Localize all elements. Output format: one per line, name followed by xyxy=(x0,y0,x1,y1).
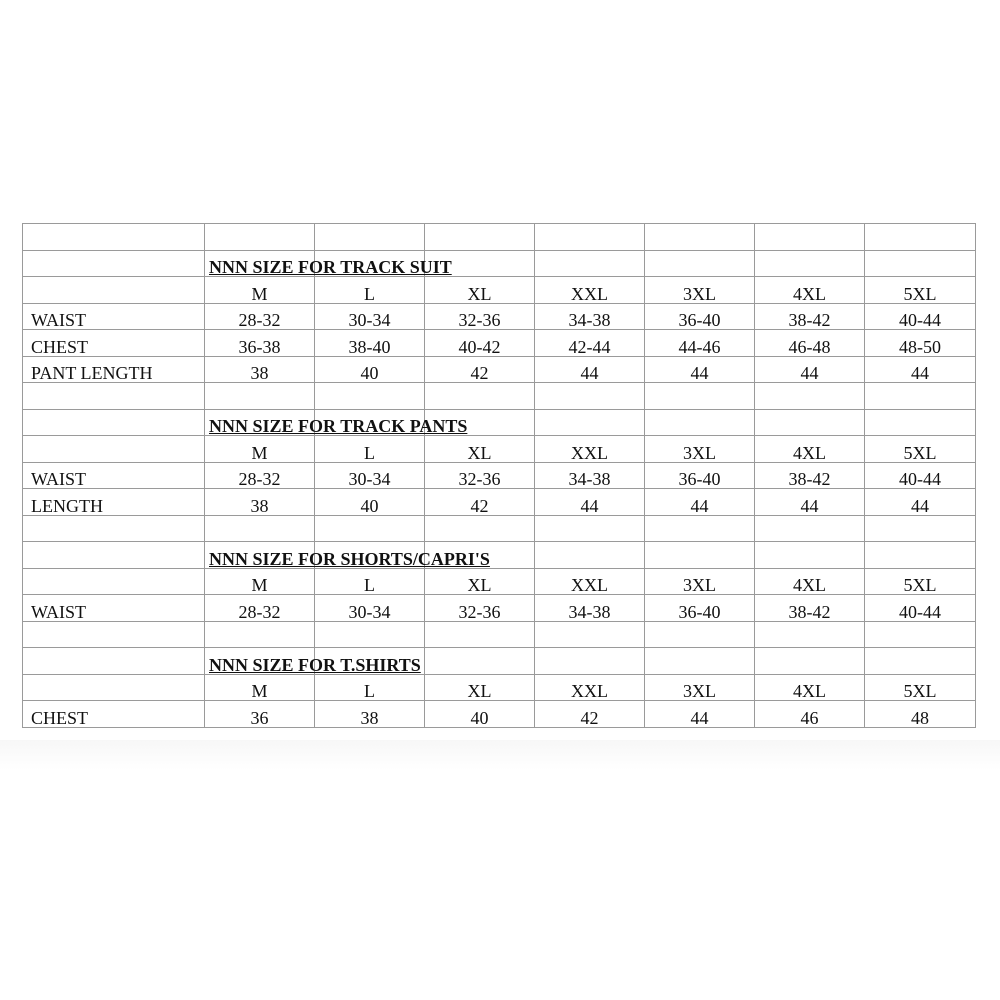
measurement-value: 40 xyxy=(425,701,535,728)
size-header-cell: M xyxy=(205,674,315,701)
empty-cell xyxy=(535,409,645,436)
empty-cell xyxy=(23,674,205,701)
spacer-row xyxy=(23,224,976,251)
measurement-value: 30-34 xyxy=(315,462,425,489)
empty-cell xyxy=(23,250,205,277)
measurement-value: 44 xyxy=(645,356,755,383)
measurement-value: 44 xyxy=(755,489,865,516)
empty-cell xyxy=(755,515,865,542)
size-header-cell: 4XL xyxy=(755,277,865,304)
empty-cell xyxy=(23,648,205,675)
empty-cell xyxy=(755,542,865,569)
size-header-cell: XXL xyxy=(535,277,645,304)
size-header-cell: 5XL xyxy=(865,436,976,463)
empty-cell xyxy=(865,621,976,648)
empty-cell xyxy=(23,383,205,410)
measurement-value: 44 xyxy=(755,356,865,383)
measurement-value: 36-40 xyxy=(645,595,755,622)
empty-cell xyxy=(865,648,976,675)
measurement-value: 28-32 xyxy=(205,462,315,489)
empty-cell xyxy=(535,250,645,277)
measurement-value: 38-40 xyxy=(315,330,425,357)
empty-cell xyxy=(865,409,976,436)
measurement-value: 40-44 xyxy=(865,303,976,330)
empty-cell xyxy=(645,515,755,542)
size-header-cell: 5XL xyxy=(865,277,976,304)
empty-cell xyxy=(865,515,976,542)
measurement-value: 46 xyxy=(755,701,865,728)
section-title-row xyxy=(23,250,976,277)
measurement-row xyxy=(23,330,976,357)
empty-cell xyxy=(755,383,865,410)
spacer-row xyxy=(23,621,976,648)
empty-cell xyxy=(23,515,205,542)
measurement-row xyxy=(23,595,976,622)
empty-cell xyxy=(205,515,315,542)
size-header-cell: XL xyxy=(425,277,535,304)
size-header-cell: XL xyxy=(425,436,535,463)
measurement-row xyxy=(23,356,976,383)
measurement-value: 40 xyxy=(315,489,425,516)
spacer-row xyxy=(23,515,976,542)
empty-cell xyxy=(645,224,755,251)
measurement-value: 42 xyxy=(425,356,535,383)
empty-cell xyxy=(23,436,205,463)
empty-cell xyxy=(865,542,976,569)
measurement-value: 38-42 xyxy=(755,303,865,330)
size-header-cell: 5XL xyxy=(865,674,976,701)
section-title: NNN SIZE FOR TRACK SUIT xyxy=(209,257,452,277)
empty-cell xyxy=(755,409,865,436)
measurement-value: 40-42 xyxy=(425,330,535,357)
size-header-cell: 4XL xyxy=(755,674,865,701)
measurement-value: 48-50 xyxy=(865,330,976,357)
measurement-value: 44-46 xyxy=(645,330,755,357)
measurement-value: 30-34 xyxy=(315,595,425,622)
measurement-value: 34-38 xyxy=(535,595,645,622)
section-title-cell xyxy=(205,648,421,675)
measurement-value: 38 xyxy=(205,356,315,383)
empty-cell xyxy=(645,542,755,569)
empty-cell xyxy=(645,621,755,648)
size-header-cell: 4XL xyxy=(755,568,865,595)
measurement-label: WAIST xyxy=(23,595,205,622)
empty-cell xyxy=(425,621,535,648)
empty-cell xyxy=(23,542,205,569)
empty-cell xyxy=(645,383,755,410)
measurement-label: PANT LENGTH xyxy=(23,356,205,383)
size-header-row xyxy=(23,674,976,701)
section-title: NNN SIZE FOR T.SHIRTS xyxy=(209,654,421,675)
measurement-label: WAIST xyxy=(23,462,205,489)
size-header-cell: 3XL xyxy=(645,568,755,595)
size-header-cell: 3XL xyxy=(645,674,755,701)
measurement-value: 32-36 xyxy=(425,595,535,622)
empty-cell xyxy=(755,224,865,251)
size-header-cell: M xyxy=(205,277,315,304)
measurement-label: WAIST xyxy=(23,303,205,330)
measurement-value: 40-44 xyxy=(865,462,976,489)
size-chart-body xyxy=(23,224,976,728)
empty-cell xyxy=(535,383,645,410)
empty-cell xyxy=(23,224,205,251)
measurement-label: CHEST xyxy=(23,330,205,357)
empty-cell xyxy=(865,250,976,277)
table-shadow xyxy=(0,740,1000,770)
measurement-value: 36-38 xyxy=(205,330,315,357)
section-title-row xyxy=(23,648,976,675)
empty-cell xyxy=(23,568,205,595)
empty-cell xyxy=(425,224,535,251)
measurement-value: 44 xyxy=(535,356,645,383)
size-header-cell: L xyxy=(315,436,425,463)
section-title-cell xyxy=(205,542,490,569)
size-header-row xyxy=(23,568,976,595)
empty-cell xyxy=(205,383,315,410)
measurement-row xyxy=(23,489,976,516)
measurement-value: 42 xyxy=(535,701,645,728)
measurement-value: 38-42 xyxy=(755,462,865,489)
empty-cell xyxy=(315,224,425,251)
empty-cell xyxy=(23,409,205,436)
measurement-label: CHEST xyxy=(23,701,205,728)
size-header-row xyxy=(23,277,976,304)
measurement-value: 28-32 xyxy=(205,303,315,330)
empty-cell xyxy=(535,224,645,251)
size-header-cell: 4XL xyxy=(755,436,865,463)
measurement-value: 30-34 xyxy=(315,303,425,330)
empty-cell xyxy=(755,250,865,277)
size-header-cell: XXL xyxy=(535,436,645,463)
measurement-value: 36-40 xyxy=(645,303,755,330)
empty-cell xyxy=(755,648,865,675)
empty-cell xyxy=(755,621,865,648)
measurement-value: 48 xyxy=(865,701,976,728)
measurement-value: 44 xyxy=(645,489,755,516)
measurement-value: 46-48 xyxy=(755,330,865,357)
section-title-cell xyxy=(205,250,452,277)
size-header-row xyxy=(23,436,976,463)
measurement-value: 38 xyxy=(315,701,425,728)
empty-cell xyxy=(865,224,976,251)
size-header-cell: L xyxy=(315,277,425,304)
empty-cell xyxy=(425,648,535,675)
measurement-value: 44 xyxy=(645,701,755,728)
section-title-row xyxy=(23,409,976,436)
size-header-cell: 3XL xyxy=(645,277,755,304)
measurement-value: 34-38 xyxy=(535,462,645,489)
size-header-cell: XXL xyxy=(535,568,645,595)
measurement-value: 28-32 xyxy=(205,595,315,622)
measurement-value: 36 xyxy=(205,701,315,728)
empty-cell xyxy=(205,621,315,648)
empty-cell xyxy=(315,621,425,648)
measurement-value: 44 xyxy=(865,489,976,516)
empty-cell xyxy=(535,542,645,569)
measurement-value: 38 xyxy=(205,489,315,516)
empty-cell xyxy=(205,224,315,251)
measurement-value: 32-36 xyxy=(425,303,535,330)
size-header-cell: XXL xyxy=(535,674,645,701)
measurement-value: 42 xyxy=(425,489,535,516)
size-header-cell: M xyxy=(205,568,315,595)
measurement-value: 34-38 xyxy=(535,303,645,330)
section-title: NNN SIZE FOR SHORTS/CAPRI'S xyxy=(209,548,490,569)
empty-cell xyxy=(535,515,645,542)
section-title-cell xyxy=(205,409,468,436)
measurement-value: 40 xyxy=(315,356,425,383)
size-header-cell: M xyxy=(205,436,315,463)
empty-cell xyxy=(425,515,535,542)
empty-cell xyxy=(315,515,425,542)
size-header-cell: 5XL xyxy=(865,568,976,595)
empty-cell xyxy=(645,250,755,277)
size-header-cell: L xyxy=(315,674,425,701)
size-header-cell: 3XL xyxy=(645,436,755,463)
empty-cell xyxy=(425,383,535,410)
measurement-value: 36-40 xyxy=(645,462,755,489)
empty-cell xyxy=(535,648,645,675)
measurement-value: 40-44 xyxy=(865,595,976,622)
empty-cell xyxy=(23,277,205,304)
empty-cell xyxy=(535,621,645,648)
size-header-cell: L xyxy=(315,568,425,595)
measurement-value: 44 xyxy=(865,356,976,383)
section-title: NNN SIZE FOR TRACK PANTS xyxy=(209,416,468,436)
empty-cell xyxy=(645,648,755,675)
section-title-row xyxy=(23,542,976,569)
measurement-value: 42-44 xyxy=(535,330,645,357)
empty-cell xyxy=(865,383,976,410)
empty-cell xyxy=(315,383,425,410)
measurement-value: 38-42 xyxy=(755,595,865,622)
measurement-value: 44 xyxy=(535,489,645,516)
measurement-label: LENGTH xyxy=(23,489,205,516)
size-header-cell: XL xyxy=(425,674,535,701)
measurement-value: 32-36 xyxy=(425,462,535,489)
empty-cell xyxy=(645,409,755,436)
empty-cell xyxy=(23,621,205,648)
size-header-cell: XL xyxy=(425,568,535,595)
size-chart-table xyxy=(22,223,976,728)
measurement-row xyxy=(23,462,976,489)
spacer-row xyxy=(23,383,976,410)
measurement-row xyxy=(23,303,976,330)
measurement-row xyxy=(23,701,976,728)
